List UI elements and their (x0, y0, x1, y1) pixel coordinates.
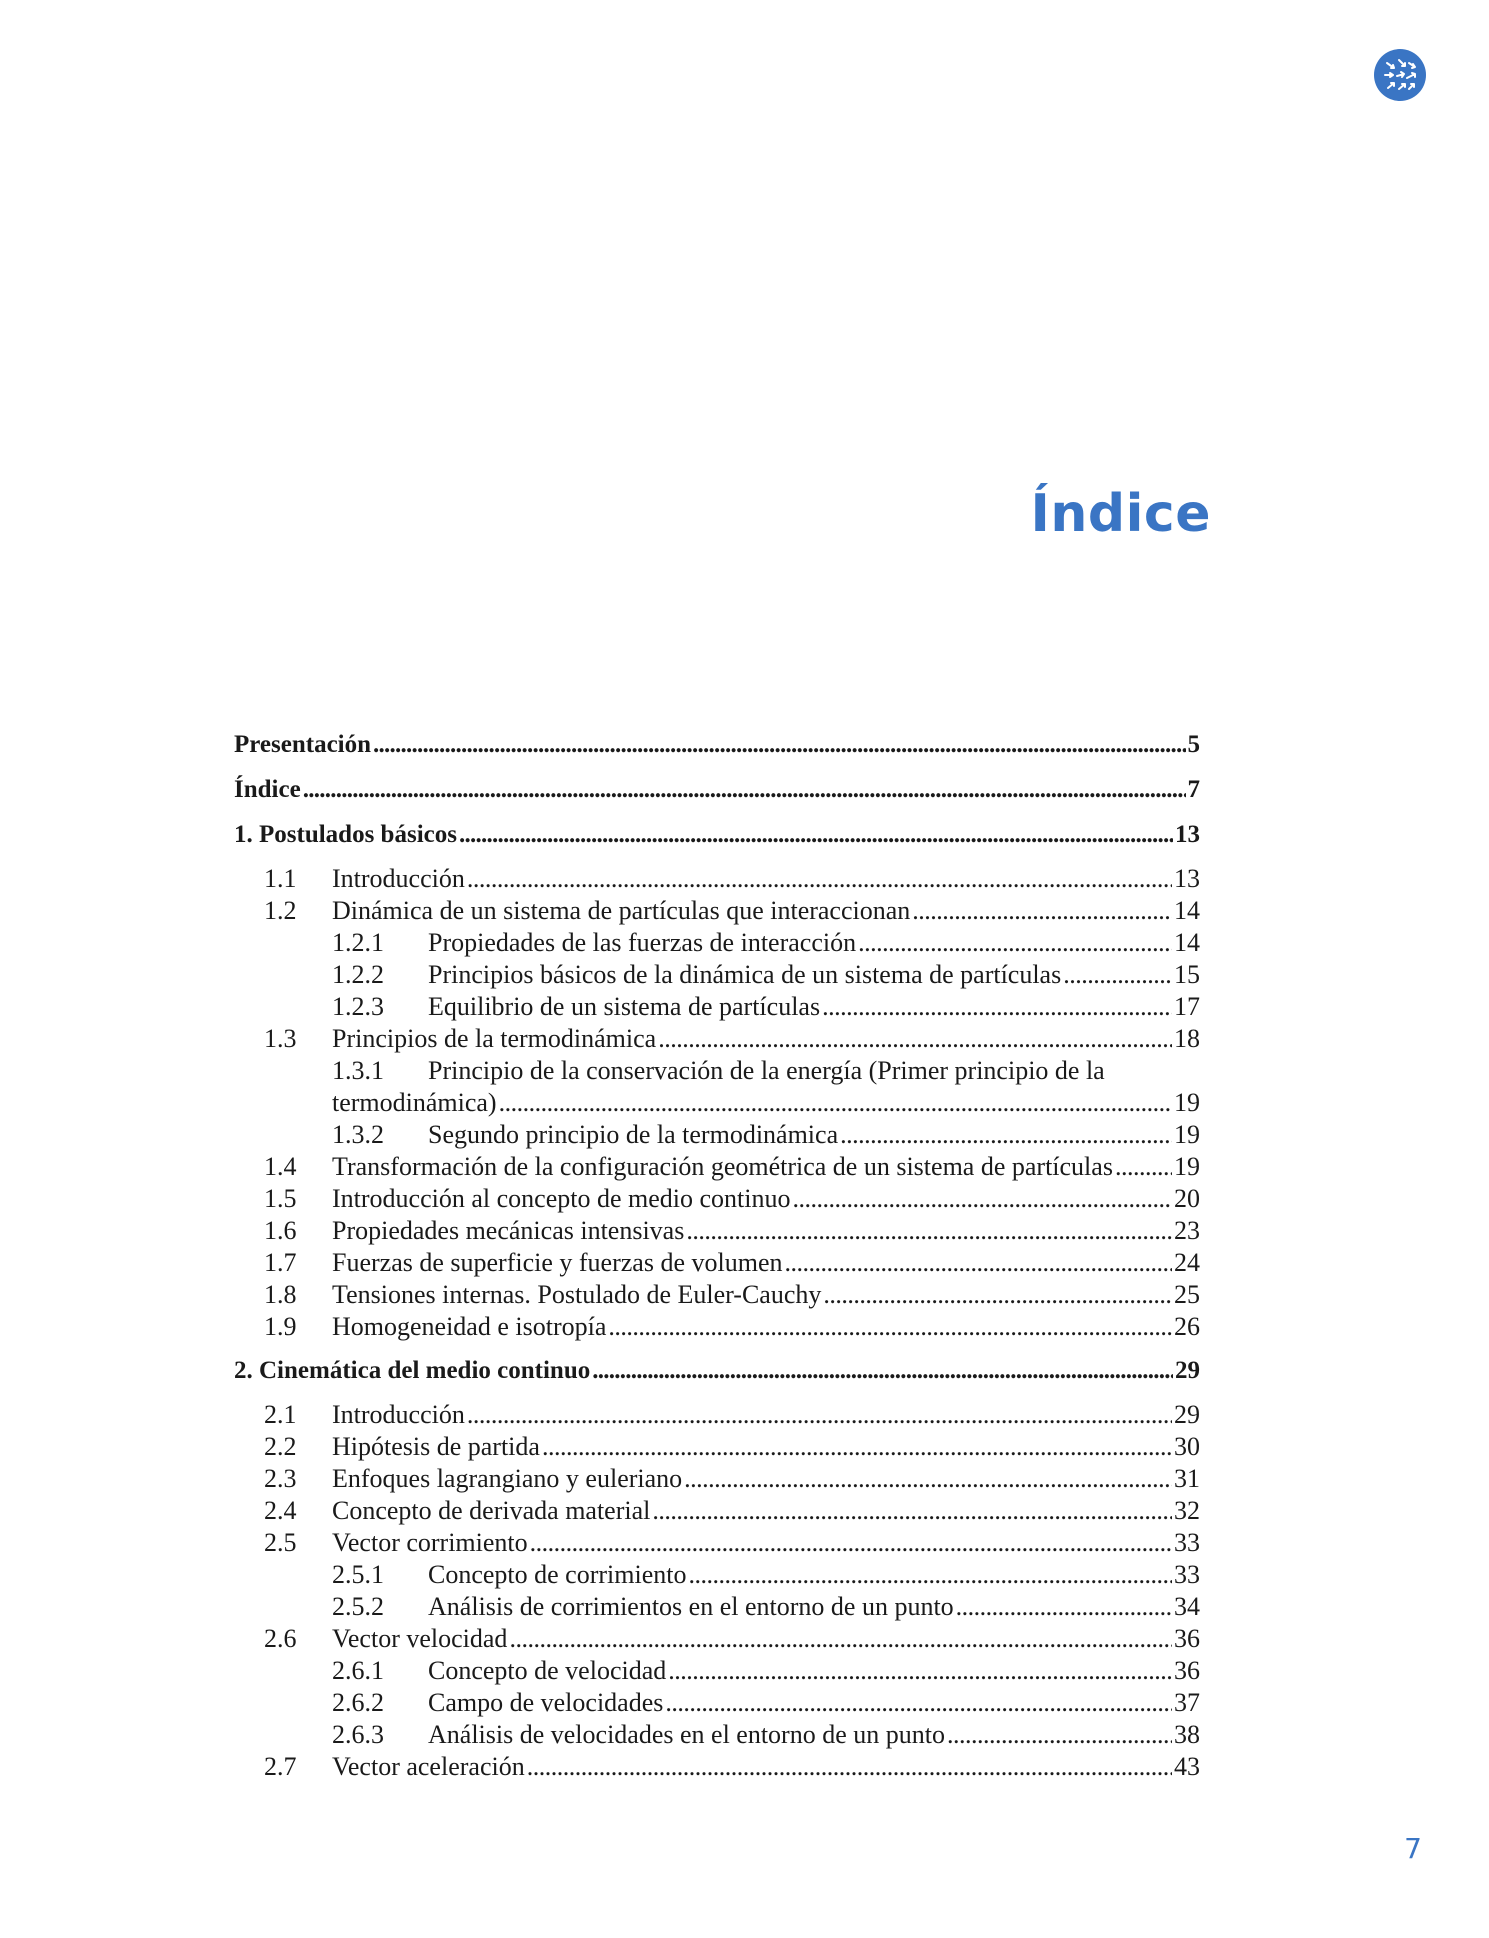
page-title: Índice (1030, 484, 1211, 544)
toc-entry-number: 2.1 (264, 1400, 297, 1429)
leader-dots (459, 818, 1173, 852)
toc-entry[interactable] (234, 1719, 1200, 1751)
toc-entry-number: 1.4 (264, 1152, 297, 1181)
toc-entry-title: Vector corrimiento (332, 1528, 528, 1557)
toc-entry[interactable] (234, 991, 1200, 1023)
toc-entry-title: Enfoques lagrangiano y euleriano (332, 1464, 683, 1493)
toc-entry-number: 1.1 (264, 864, 297, 893)
toc-entry-title: Análisis de corrimientos en el entorno de un punto (428, 1592, 954, 1621)
toc-entry[interactable] (234, 1055, 1200, 1087)
leader-dots (527, 1751, 1172, 1783)
toc-entry-title: Fuerzas de superficie y fuerzas de volumen (332, 1248, 783, 1277)
toc-entry-page: 13 (1175, 821, 1200, 848)
toc-entry-page: 31 (1174, 1464, 1200, 1493)
toc-entry-page: 18 (1174, 1024, 1200, 1053)
leader-dots (652, 1495, 1172, 1527)
toc-entry-page: 19 (1174, 1088, 1200, 1117)
toc-entry-number: 2.4 (264, 1496, 297, 1525)
leader-dots (592, 1354, 1173, 1388)
toc-entry[interactable] (234, 1495, 1200, 1527)
toc-entry-number: 2.6.3 (332, 1720, 384, 1749)
toc-entry-title: Propiedades mecánicas intensivas (332, 1216, 685, 1245)
toc-entry-page: 20 (1174, 1184, 1200, 1213)
toc-entry[interactable] (234, 1431, 1200, 1463)
toc-entry[interactable] (234, 1023, 1200, 1055)
leader-dots (658, 1023, 1172, 1055)
leader-dots (1063, 959, 1172, 991)
leader-dots (858, 927, 1172, 959)
toc-entry-title: Introducción (332, 1400, 465, 1429)
toc-entry-title: Dinámica de un sistema de partículas que interaccionan (332, 896, 911, 925)
toc-entry-page: 7 (1187, 776, 1200, 803)
leader-dots (608, 1311, 1172, 1343)
toc-entry-continuation[interactable] (234, 1087, 1200, 1119)
leader-dots (542, 1431, 1172, 1463)
toc-entry-page: 15 (1174, 960, 1200, 989)
page-number: 7 (1404, 1832, 1422, 1865)
toc-entry[interactable] (234, 1119, 1200, 1151)
toc-entry-title: Tensiones internas. Postulado de Euler-Cauchy (332, 1280, 822, 1309)
toc-entry[interactable] (234, 1247, 1200, 1279)
toc-entry-number: 2.5 (264, 1528, 297, 1557)
leader-dots (467, 863, 1172, 895)
toc-entry-title: 1. Postulados básicos (234, 821, 457, 848)
toc-entry[interactable] (234, 1751, 1200, 1783)
toc-entry-title: Introducción (332, 864, 465, 893)
leader-dots (684, 1463, 1172, 1495)
leader-dots (1115, 1151, 1172, 1183)
toc-entry[interactable] (234, 1215, 1200, 1247)
toc-entry-page: 32 (1174, 1496, 1200, 1525)
toc-entry-title: Análisis de velocidades en el entorno de un punto (428, 1720, 945, 1749)
leader-dots (784, 1247, 1172, 1279)
leader-dots (822, 991, 1172, 1023)
toc-entry[interactable] (234, 1623, 1200, 1655)
toc-entry[interactable] (234, 728, 1200, 762)
toc-entry-page: 14 (1174, 896, 1200, 925)
toc-entry-page: 14 (1174, 928, 1200, 957)
toc-entry[interactable] (234, 1354, 1200, 1388)
toc-entry-number: 1.2.1 (332, 928, 384, 957)
toc-entry-number: 1.5 (264, 1184, 297, 1213)
toc-entry-number: 1.6 (264, 1216, 297, 1245)
toc-entry[interactable] (234, 1311, 1200, 1343)
toc-entry-page: 19 (1174, 1152, 1200, 1181)
toc-entry-page: 29 (1175, 1357, 1200, 1384)
leader-dots (688, 1559, 1172, 1591)
toc-entry-number: 1.7 (264, 1248, 297, 1277)
toc-entry-number: 1.2.2 (332, 960, 384, 989)
leader-dots (467, 1399, 1172, 1431)
toc-entry-page: 17 (1174, 992, 1200, 1021)
leader-dots (823, 1279, 1172, 1311)
table-of-contents (234, 728, 1200, 1783)
toc-entry-number: 1.3.2 (332, 1120, 384, 1149)
toc-entry-title-continued: termodinámica) (332, 1088, 497, 1117)
toc-entry-title: Vector aceleración (332, 1752, 525, 1781)
toc-entry-title: Principios de la termodinámica (332, 1024, 657, 1053)
toc-entry[interactable] (234, 1591, 1200, 1623)
toc-entry-number: 1.9 (264, 1312, 297, 1341)
toc-entry-number: 1.3.1 (332, 1056, 384, 1085)
toc-entry-page: 30 (1174, 1432, 1200, 1461)
toc-entry-page: 36 (1174, 1624, 1200, 1653)
toc-entry-number: 2.6 (264, 1624, 297, 1653)
toc-entry-page: 19 (1174, 1120, 1200, 1149)
toc-entry-number: 1.2.3 (332, 992, 384, 1021)
toc-entry[interactable] (234, 818, 1200, 852)
toc-entry-title: Índice (234, 776, 301, 803)
toc-entry[interactable] (234, 1655, 1200, 1687)
toc-entry-number: 2.6.2 (332, 1688, 384, 1717)
leader-dots (912, 895, 1172, 927)
leader-dots (373, 728, 1185, 762)
leader-dots (686, 1215, 1172, 1247)
toc-entry-page: 24 (1174, 1248, 1200, 1277)
toc-entry-number: 2.3 (264, 1464, 297, 1493)
toc-entry-title: Campo de velocidades (428, 1688, 664, 1717)
toc-entry-title: 2. Cinemática del medio continuo (234, 1357, 591, 1384)
toc-entry[interactable] (234, 1399, 1200, 1431)
toc-entry-page: 23 (1174, 1216, 1200, 1245)
toc-entry-title: Concepto de derivada material (332, 1496, 651, 1525)
toc-entry-title: Hipótesis de partida (332, 1432, 540, 1461)
toc-entry-page: 38 (1174, 1720, 1200, 1749)
toc-entry-number: 1.3 (264, 1024, 297, 1053)
toc-entry-title: Homogeneidad e isotropía (332, 1312, 607, 1341)
toc-entry-title: Concepto de velocidad (428, 1656, 667, 1685)
toc-entry[interactable] (234, 1527, 1200, 1559)
toc-entry-page: 33 (1174, 1528, 1200, 1557)
toc-entry-title: Principio de la conservación de la energía (Primer principio de la (428, 1056, 1105, 1085)
toc-entry[interactable] (234, 773, 1200, 807)
leader-dots (509, 1623, 1172, 1655)
toc-entry-page: 43 (1174, 1752, 1200, 1781)
leader-dots (303, 773, 1186, 807)
toc-entry[interactable] (234, 1687, 1200, 1719)
toc-entry[interactable] (234, 959, 1200, 991)
toc-entry-title: Vector velocidad (332, 1624, 508, 1653)
leader-dots (665, 1687, 1172, 1719)
toc-entry-number: 2.5.1 (332, 1560, 384, 1589)
toc-entry-page: 33 (1174, 1560, 1200, 1589)
toc-entry-number: 1.2 (264, 896, 297, 925)
toc-entry-number: 1.8 (264, 1280, 297, 1309)
toc-entry-page: 37 (1174, 1688, 1200, 1717)
toc-entry-title: Concepto de corrimiento (428, 1560, 687, 1589)
toc-entry[interactable] (234, 1559, 1200, 1591)
toc-entry[interactable] (234, 863, 1200, 895)
leader-dots (956, 1591, 1172, 1623)
leader-dots (792, 1183, 1172, 1215)
toc-entry-title: Introducción al concepto de medio continuo (332, 1184, 791, 1213)
toc-entry-number: 2.5.2 (332, 1592, 384, 1621)
toc-entry-title: Propiedades de las fuerzas de interacción (428, 928, 857, 957)
toc-entry-page: 36 (1174, 1656, 1200, 1685)
toc-entry-number: 2.7 (264, 1752, 297, 1781)
leader-dots (668, 1655, 1172, 1687)
leader-dots (530, 1527, 1172, 1559)
toc-entry-page: 26 (1174, 1312, 1200, 1341)
toc-entry[interactable] (234, 1183, 1200, 1215)
toc-entry[interactable] (234, 1463, 1200, 1495)
toc-entry-page: 25 (1174, 1280, 1200, 1309)
toc-entry-page: 5 (1187, 731, 1200, 758)
leader-dots (499, 1087, 1172, 1119)
toc-entry-title: Presentación (234, 731, 372, 758)
arrows-circle-icon (1373, 48, 1427, 102)
leader-dots (947, 1719, 1172, 1751)
toc-entry-page: 29 (1174, 1400, 1200, 1429)
toc-entry-title: Principios básicos de la dinámica de un sistema de partículas (428, 960, 1062, 989)
leader-dots (840, 1119, 1172, 1151)
toc-entry[interactable] (234, 927, 1200, 959)
toc-entry-title: Segundo principio de la termodinámica (428, 1120, 839, 1149)
toc-entry-title: Equilibrio de un sistema de partículas (428, 992, 821, 1021)
toc-entry-page: 13 (1174, 864, 1200, 893)
toc-entry-number: 2.6.1 (332, 1656, 384, 1685)
toc-entry-number: 2.2 (264, 1432, 297, 1461)
toc-entry[interactable] (234, 1279, 1200, 1311)
toc-entry[interactable] (234, 1151, 1200, 1183)
toc-entry[interactable] (234, 895, 1200, 927)
toc-entry-page: 34 (1174, 1592, 1200, 1621)
toc-entry-title: Transformación de la configuración geométrica de un sistema de partículas (332, 1152, 1113, 1181)
